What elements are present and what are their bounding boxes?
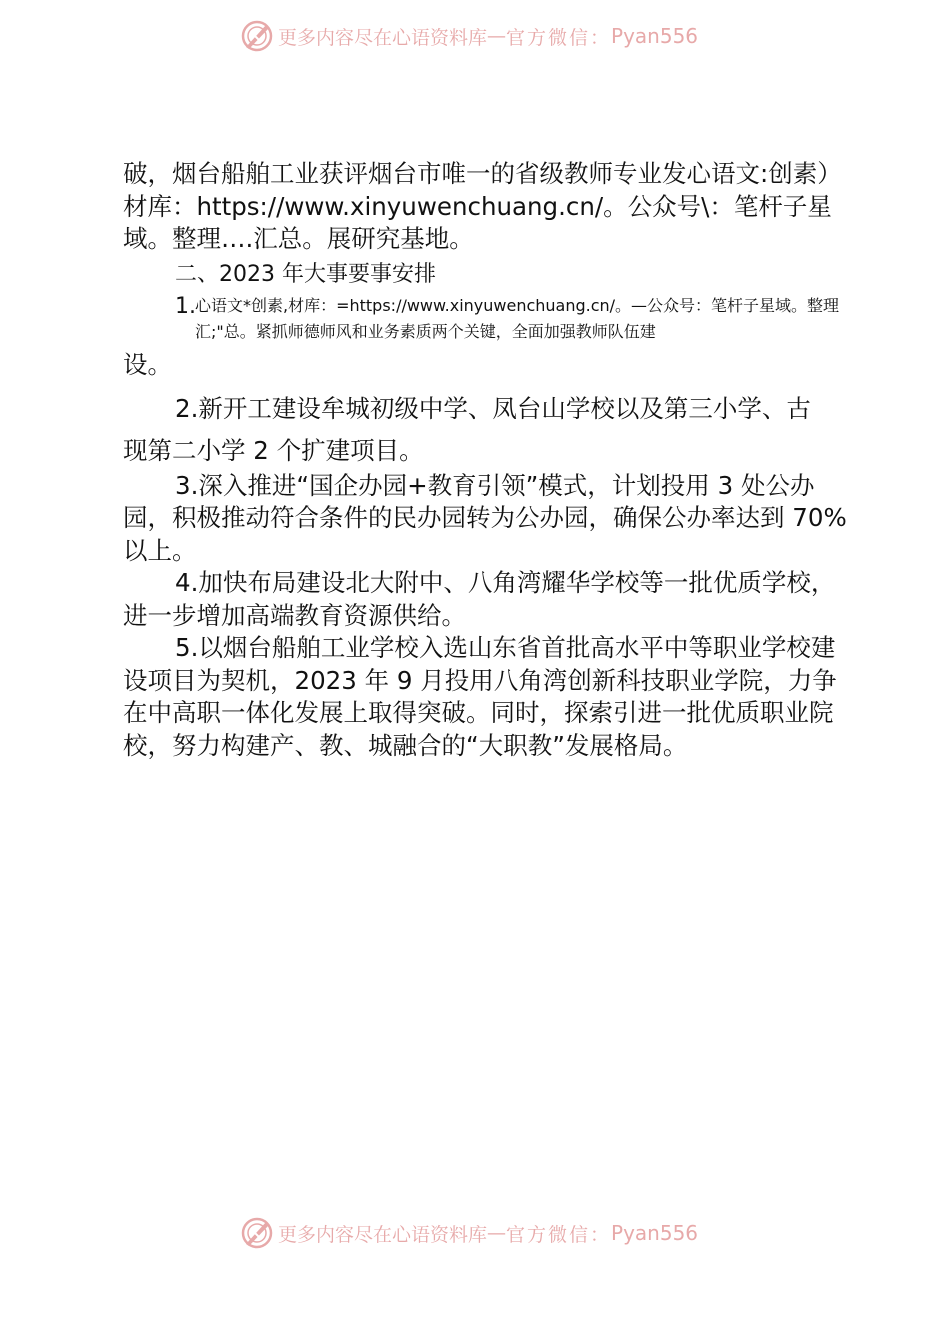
list-item-1 xyxy=(175,293,853,345)
banner-main-text: 更多内容尽在心语资料库 xyxy=(278,1223,488,1246)
banner-wechat-label: 官方微信： xyxy=(506,26,612,49)
paragraph-1: 破，烟台船舶工业获评烟台市唯一的省级教师专业发心语文:创素）材库：https://www.xinyuwenchuang.cn/。公众号\：笔杆子星域。整理….汇总。展研究基地。 xyxy=(123,159,842,253)
seal-logo-icon xyxy=(240,1216,274,1250)
banner-main-text: 更多内容尽在心语资料库 xyxy=(278,26,488,49)
list-item-3: 3.深入推进“国企办园+教育引领”模式，计划投用 3 处公办园，积极推动符合条件的民办园转为公办园，确保公办率达到 70%以上。 xyxy=(123,470,847,565)
list-item-2-line-2: 现第二小学 2 个扩建项目。 xyxy=(123,436,424,465)
banner-wechat-id: Pyan556 xyxy=(611,1221,699,1245)
document-body xyxy=(123,158,853,762)
banner-separator: — xyxy=(487,25,507,47)
banner-wechat-id: Pyan556 xyxy=(611,24,699,48)
banner-wechat-label: 官方微信： xyxy=(506,1223,612,1246)
header-watermark-banner xyxy=(240,16,740,56)
list-item-5: 5.以烟台船舶工业学校入选山东省首批高水平中等职业学校建设项目为契机，2023 年 9 月投用八角湾创新科技职业学院，力争在中高职一体化发展上取得突破。同时，探索引进一批优质职业院校，努力构建产、教、城融合的“大职教”发展格局。 xyxy=(123,633,837,760)
footer-watermark-banner xyxy=(240,1213,740,1253)
seal-logo-icon xyxy=(240,19,274,53)
list-item-1-number: 1. xyxy=(175,293,196,319)
list-item-4: 4.加快布局建设北大附中、八角湾耀华学校等一批优质学校，进一步增加高端教育资源供给。 xyxy=(123,568,836,630)
banner-separator: — xyxy=(487,1222,507,1244)
list-item-1-continuation: 设。 xyxy=(123,349,172,379)
list-item-2-line-1: 2.新开工建设牟城初级中学、凤台山学校以及第三小学、古 xyxy=(175,393,811,423)
list-item-1-text: 心语文*创素,材库：=https://www.xinyuwenchuang.cn/。—公众号：笔杆子星域。整理汇;"总。紧抓师德师风和业务素质两个关键，全面加强教师队伍建 xyxy=(195,295,840,341)
section-heading: 二、2023 年大事要事安排 xyxy=(175,261,436,287)
